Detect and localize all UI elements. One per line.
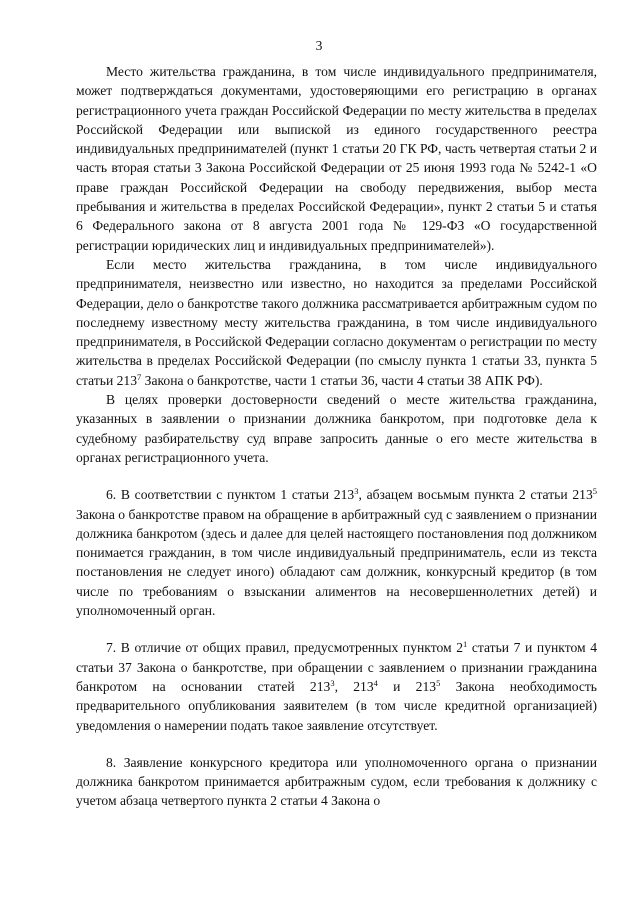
paragraph-verification — [76, 390, 597, 467]
paragraph-residence-proof — [76, 62, 597, 255]
paragraph-text: , 213 — [334, 678, 374, 694]
paragraph-text: Если место жительства гражданина, в том числе индивидуального предпринимателя, неизвестно или известно, но находится за пределами Российской Федерации, дело о банкротстве такого должника рассматривается арбитражным судом по последнему известному месту жительства гражданина, в том числе индивидуального предпринимателя, в Российской Федерации согласно документам о регистрации по месту жительства в пределах Российской Федерации (по смыслу пункта 1 статьи 33, пункта 5 статьи 213 — [76, 256, 597, 388]
superscript-index: 3 — [330, 677, 335, 688]
paragraph-text: , абзацем восьмым пункта 2 статьи 213 — [358, 487, 593, 503]
paragraph-text: Закона необходимость предварительного опубликования заявителем (в том числе кредитной организацией) уведомления о намерении подать такое заявление отсутствует. — [76, 678, 598, 733]
paragraph-text: 8. Заявление конкурсного кредитора или уполномоченного органа о признании должника банкротом принимается арбитражным судом, если требования к должнику с учетом абзаца четвертого пункта 2 статьи 4 Закона о — [76, 754, 597, 809]
paragraph-unknown-residence — [76, 255, 597, 390]
paragraph-text: 6. В соответствии с пунктом 1 статьи 213 — [106, 487, 355, 503]
superscript-index: 4 — [373, 677, 378, 688]
paragraph-text: Место жительства гражданина, в том числе индивидуального предпринимателя, может подтверждаться документами, удостоверяющими его регистрацию в органах регистрационного учета граждан Российской Федерации по месту жительства в пределах Российской Федерации или выпиской из единого государственного реестра индивидуальных предпринимателей (пункт 1 статьи 20 ГК РФ, часть четвертая статьи 2 и часть вторая статьи 3 Закона Российской Федерации от 25 июня 1993 года № 5242-1 «О праве граждан Российской Федерации на свободу передвижения, выбор места пребывания и жительства в пределах Российской Федерации», пункт 2 статьи 5 и статья 6 Федерального закона от 8 августа 2001 года № 129-ФЗ «О государственной регистрации юридических лиц и индивидуальных предпринимателей»). — [76, 64, 597, 253]
paragraph-item-7 — [76, 638, 597, 734]
paragraph-item-8 — [76, 753, 597, 811]
paragraph-text: В целях проверки достоверности сведений о месте жительства гражданина, указанных в заявлении о признании должника банкротом, при подготовке дела к судебному разбирательству суд вправе запросить данные о его месте жительства в органах регистрационного учета. — [76, 392, 597, 465]
superscript-index: 3 — [354, 486, 359, 497]
superscript-index: 1 — [463, 639, 468, 650]
paragraph-text: и 213 — [377, 678, 437, 694]
superscript-index: 5 — [436, 677, 441, 688]
paragraph-text: 7. В отличие от общих правил, предусмотренных пунктом 2 — [106, 640, 463, 656]
paragraph-text: Закона о банкротстве правом на обращение в арбитражный суд с заявлением о признании должника банкротом (здесь и далее для целей настоящего постановления под должником понимается гражданин, в том числе индивидуальный предприниматель, если из текста постановления не следует иного) обладают сам должник, конкурсный кредитор (в том числе по требованиям о взыскании алиментов на несовершеннолетних детей) и уполномоченный орган. — [76, 506, 597, 619]
paragraph-text: статьи 7 и пунктом 4 статьи 37 Закона о банкротстве, при обращении с заявлением о признании гражданина банкротом на основании статей 213 — [76, 640, 597, 694]
paragraph-item-6 — [76, 485, 597, 620]
superscript-index: 7 — [137, 371, 142, 382]
page-number: 3 — [315, 38, 323, 53]
document-body — [76, 62, 597, 811]
paragraph-text: Закона о банкротстве, части 1 статьи 36, части 4 статьи 38 АПК РФ). — [141, 372, 543, 388]
superscript-index: 5 — [592, 486, 598, 497]
